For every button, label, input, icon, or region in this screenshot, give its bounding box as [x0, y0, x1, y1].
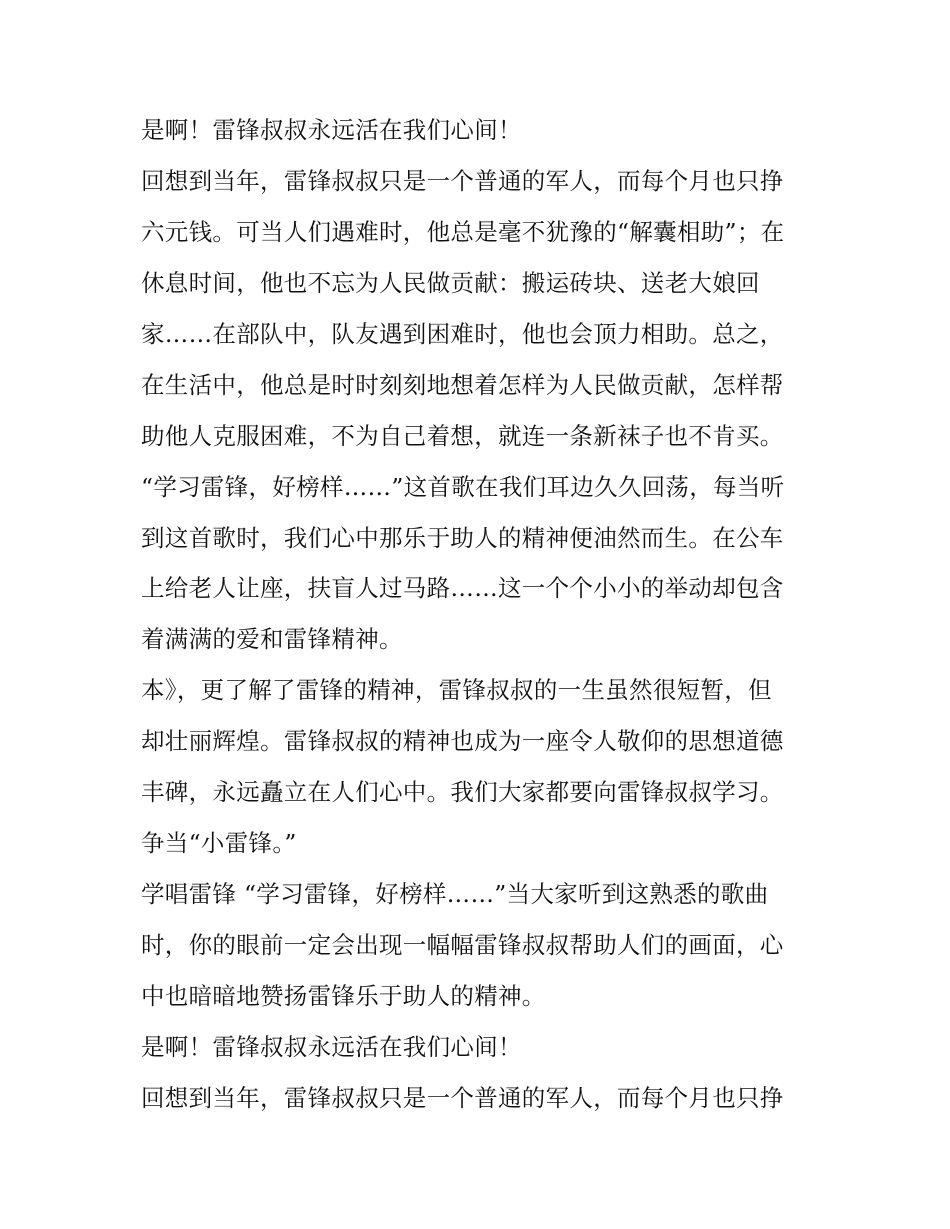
text-line: 中也暗暗地赞扬雷锋乐于助人的精神。: [141, 981, 546, 1010]
text-line: 是啊！雷锋叔叔永远活在我们心间！: [141, 1032, 522, 1061]
text-line: 学唱雷锋 “学习雷锋，好榜样……”当大家听到这熟悉的歌曲: [141, 880, 769, 909]
text-line: 家……在部队中，队友遇到困难时，他也会顶力相助。总之，: [141, 319, 784, 348]
text-line: 争当“小雷锋。”: [141, 829, 297, 858]
text-line: 回想到当年，雷锋叔叔只是一个普通的军人，而每个月也只挣: [141, 1083, 784, 1112]
text-line: 丰碑，永远矗立在人们心中。我们大家都要向雷锋叔叔学习。: [141, 778, 784, 807]
text-line: 上给老人让座，扶盲人过马路……这一个个小小的举动却包含: [141, 574, 784, 603]
text-line: “学习雷锋，好榜样……”这首歌在我们耳边久久回荡，每当听: [141, 472, 785, 501]
text-line: 助他人克服困难，不为自己着想，就连一条新袜子也不肯买。: [141, 421, 784, 450]
text-line: 回想到当年，雷锋叔叔只是一个普通的军人，而每个月也只挣: [141, 166, 784, 195]
text-line: 是啊！雷锋叔叔永远活在我们心间！: [141, 116, 522, 144]
text-line: 休息时间，他也不忘为人民做贡献：搬运砖块、送老大娘回: [141, 268, 760, 297]
text-line: 时，你的眼前一定会出现一幅幅雷锋叔叔帮助人们的画面，心: [141, 931, 784, 959]
text-line: 本》，更了解了雷锋的精神，雷锋叔叔的一生虽然很短暂，但: [141, 676, 772, 705]
text-line: 却壮丽辉煌。雷锋叔叔的精神也成为一座令人敬仰的思想道德: [141, 727, 784, 756]
text-line: 着满满的爱和雷锋精神。: [141, 625, 403, 654]
document-body: [141, 105, 821, 1124]
text-line: 在生活中，他总是时时刻刻地想着怎样为人民做贡献，怎样帮: [141, 370, 784, 399]
text-line: 六元钱。可当人们遇难时，他总是毫不犹豫的“解囊相助”；在: [141, 217, 785, 246]
text-line: 到这首歌时，我们心中那乐于助人的精神便油然而生。在公车: [141, 523, 784, 552]
